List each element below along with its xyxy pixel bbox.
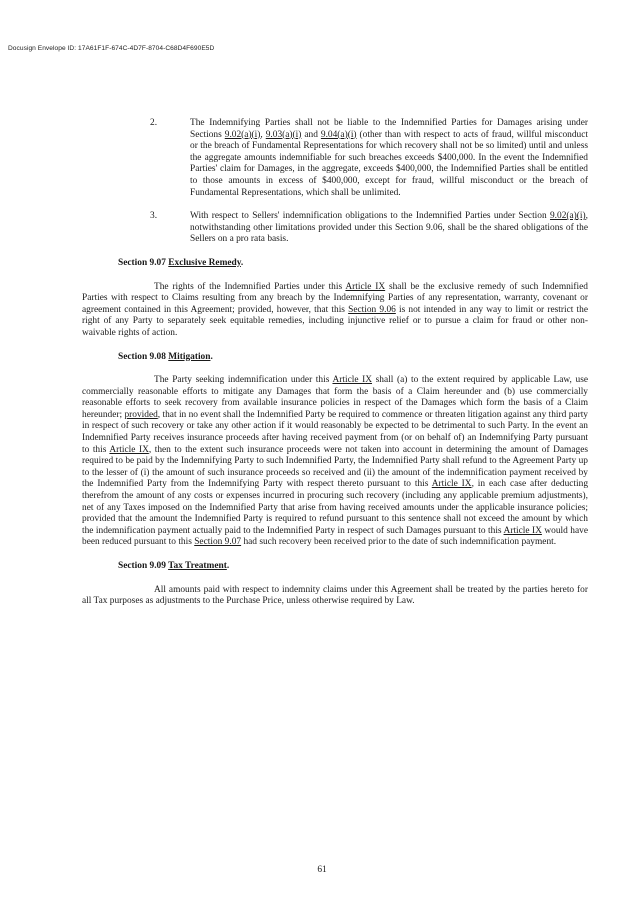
article-ref-link[interactable]: Article IX — [345, 281, 386, 292]
section-ref-link[interactable]: 9.03(a)(i) — [265, 129, 302, 140]
article-ref-link[interactable]: Article IX — [431, 479, 472, 490]
list-item-number: 3. — [150, 211, 158, 222]
section-ref-link[interactable]: Section 9.06 — [348, 304, 396, 315]
list-item-number: 2. — [150, 118, 158, 128]
page-number: 61 — [317, 865, 327, 875]
list-item-3: 3. With respect to Sellers' indemnification obligations to the Indemnified Parties under Section 9.02(a)(i), notwithstanding other limitations provided under this Section 9.06, shall be the shared obligations of the Sellers on a pro rata basis. — [150, 211, 588, 245]
section-ref-link[interactable]: 9.02(a)(i) — [224, 129, 261, 140]
document-page — [82, 118, 588, 608]
list-item-2: 2. The Indemnifying Parties shall not be liable to the Indemnified Parties for Damages arising under Sections 9.02(a)(i), 9.03(a)(i) and 9.04(a)(i) (other than with respect to acts of fraud, willful misconduct or the breach of Fundamental Representations for which recovery shall not be so limited) until and unless the aggregate amounts indemnifiable for such breaches exceeds $400,000. In the event the Indemnified Parties' claim for Damages, in the aggregate, exceeds $400,000, the Indemnified Parties shall be entitled to those amounts in excess of $400,000, except for fraud, willful misconduct or the breach of Fundamental Representations, which shall be unlimited. — [150, 118, 588, 198]
section-heading-9-08: Section 9.08 Mitigation. — [118, 351, 213, 362]
article-ref-link[interactable]: Article IX — [503, 525, 542, 536]
provided-term: provided — [124, 409, 158, 420]
section-title: Tax Treatment — [168, 561, 227, 571]
section-9-08-paragraph: The Party seeking indemnification under this Article IX shall (a) to the extent required by applicable Law, use commercially reasonable efforts to mitigate any Damages that form the basis of a Claim hereunder and (b) use commercially reasonable efforts to seek recovery from available insurance policies in respect of the Damages which form the basis of a Claim hereunder; provided, that in no event shall the Indemnified Party be required to commence or threaten litigation against any third party in respect of such recovery or take any other action if it would reasonably be expected to be detrimental to such Party. In the event an Indemnified Party receives insurance proceeds after having received payment from (or on behalf of) an Indemnifying Party pursuant to this Article IX, then to the extent such insurance proceeds were not taken into account in determining the amount of Damages required to be paid by the Indemnifying Party to such Indemnified Party, the Indemnified Party shall refund to the Agreement Party up to the lesser of (i) the amount of such insurance proceeds so received and (ii) the amount of the indemnification payment received by the Indemnified Party from the Indemnifying Party with respect thereto pursuant to this Article IX, in each case after deducting therefrom the amount of any costs or expenses incurred in procuring such recovery (including any applicable premium adjustments), net of any Taxes imposed on the Indemnified Party that arise from having received amounts under the applicable insurance policies; provided that the amount the Indemnified Party is required to refund pursuant to this sentence shall not exceed the amount by which the indemnification payment actually paid to the Indemnified Party in respect of such Damages pursuant to this Article IX would have been reduced pursuant to this Section 9.07 had such recovery been received prior to the date of such indemnification payment. — [82, 375, 589, 548]
section-heading-9-07: Section 9.07 Exclusive Remedy. — [118, 257, 244, 268]
article-ref-link[interactable]: Article IX — [332, 375, 373, 386]
section-heading-9-09: Section 9.09 Tax Treatment. — [118, 561, 230, 571]
section-ref-link[interactable]: 9.04(a)(i) — [320, 129, 357, 140]
section-ref-link[interactable]: Section 9.07 — [194, 537, 242, 548]
article-ref-link[interactable]: Article IX — [109, 444, 149, 455]
section-9-07-paragraph: The rights of the Indemnified Parties under this Article IX shall be the exclusive remedy of such Indemnified Parties with respect to Claims resulting from any breach by the Indemnifying Parties of any representation, warranty, covenant or agreement contained in this Agreement; provided, however, that this Section 9.06 is not intended in any way to limit or restrict the right of any Party to separately seek equitable remedies, including injunctive relief or to pursue a claim for fraud or other non-waivable rights of action. — [82, 281, 588, 338]
section-ref-link[interactable]: 9.02(a)(i) — [549, 211, 586, 222]
section-title: Mitigation — [168, 351, 211, 362]
section-9-09-paragraph: All amounts paid with respect to indemnity claims under this Agreement shall be treated by the parties hereto for all Tax purposes as adjustments to the Purchase Price, unless otherwise required by Law. — [82, 584, 588, 607]
section-title: Exclusive Remedy — [168, 257, 241, 268]
docusign-envelope-id: Docusign Envelope ID: 17A61F1F-674C-4D7F-8704-C68D4F690E5D — [8, 45, 215, 52]
